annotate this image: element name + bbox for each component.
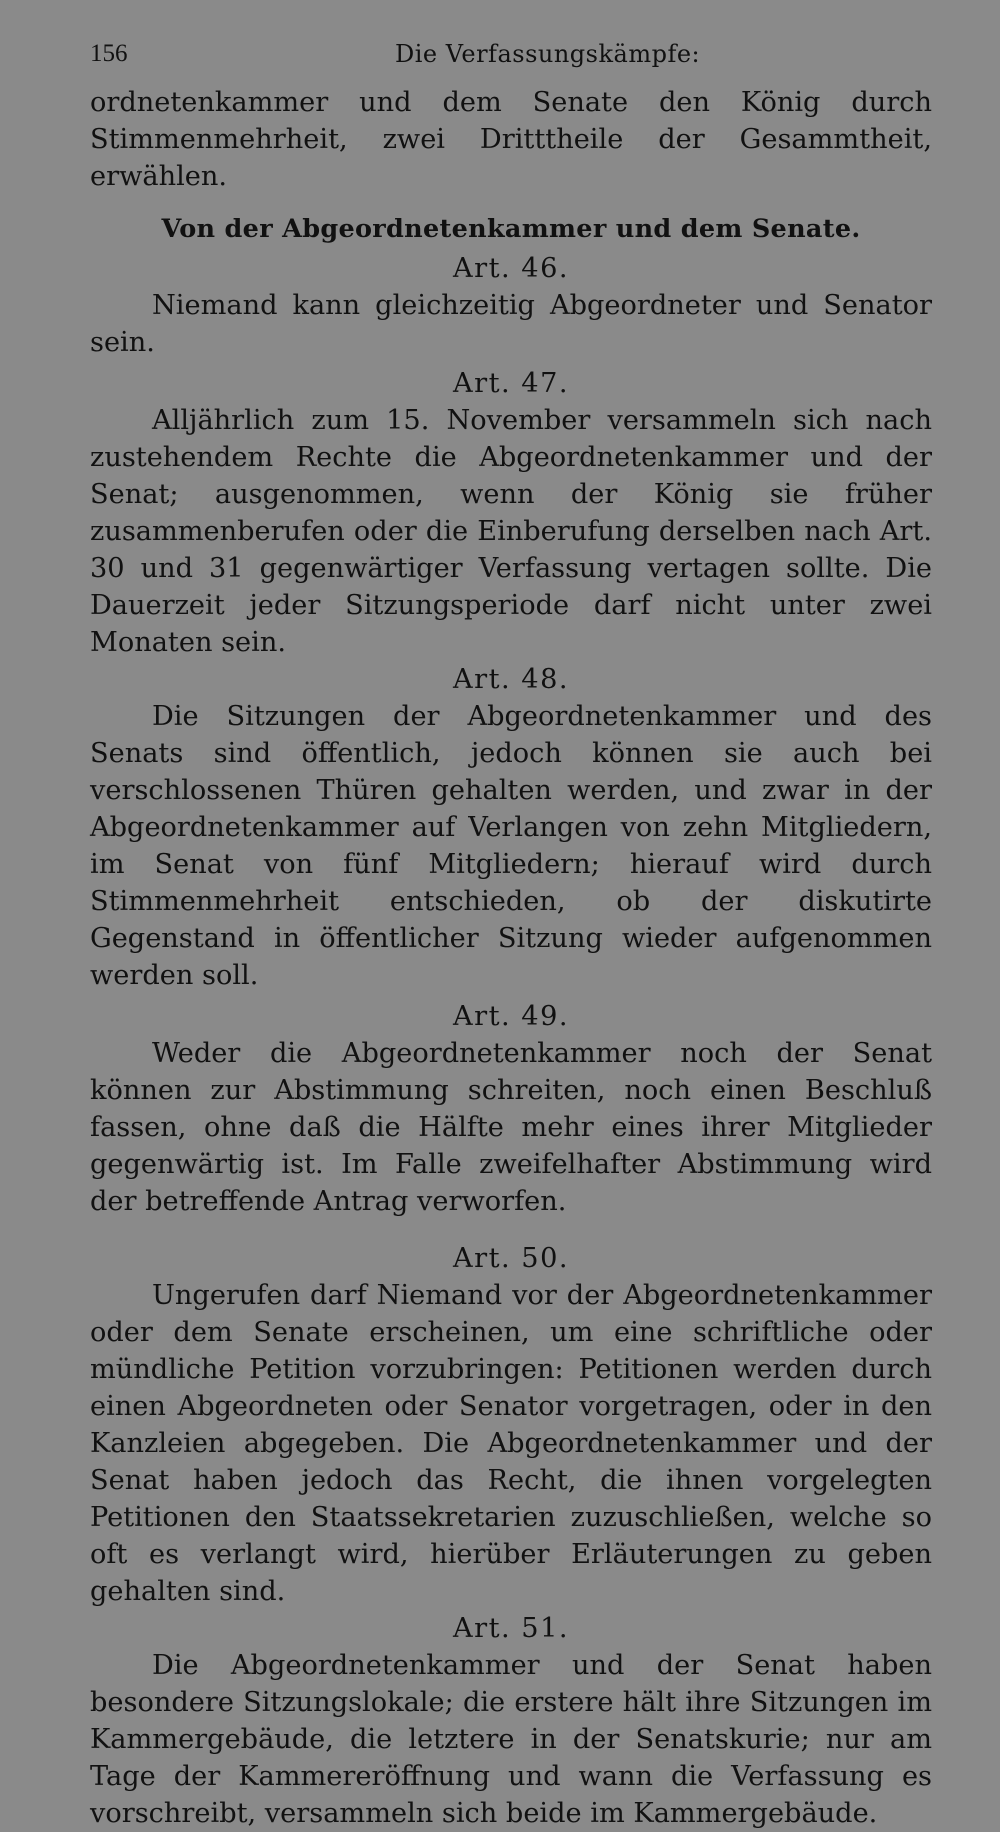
article-heading: Art. 48.: [452, 664, 570, 695]
article-51: [90, 1610, 932, 1832]
article-49: [90, 998, 932, 1220]
article-heading: Art. 51.: [452, 1613, 570, 1644]
page-header: [90, 40, 932, 84]
article-text: Alljährlich zum 15. November versammeln sich nach zustehendem Rechte die Abgeordnetenkammer und der Senat; ausgenommen, wenn der König sie früher zusammenberufen oder die Einberufung derselben nach Art. 30 und 31 gegenwärtiger Verfassung vertagen sollte. Die Dauerzeit jeder Sitzungsperiode darf nicht unter zwei Monaten sein.: [90, 405, 932, 658]
document-page: [90, 40, 932, 1832]
article-text: Niemand kann gleichzeitig Abgeordneter und Senator sein.: [90, 290, 932, 358]
article-heading: Art. 49.: [452, 1001, 570, 1032]
article-heading: Art. 50.: [452, 1243, 570, 1274]
article-heading: Art. 46.: [452, 253, 570, 284]
article-50: [90, 1240, 932, 1610]
article-46: [90, 250, 932, 361]
running-head: Die Verfassungskämpfe:: [395, 40, 701, 68]
article-text: Die Abgeordnetenkammer und der Senat haben besondere Sitzungslokale; die erstere hält ihre Sitzungen im Kammergebäude, die letztere in der Senatskurie; nur am Tage der Kammereröffnung und wann die Verfassung es vorschreibt, versammeln sich beide im Kammergebäude.: [90, 1650, 932, 1829]
section-title: Von der Abgeordnetenkammer und dem Senate.: [161, 214, 861, 244]
page-number: 156: [90, 40, 128, 67]
article-text: Weder die Abgeordnetenkammer noch der Senat können zur Abstimmung schreiten, noch einen Beschluß fassen, ohne daß die Hälfte mehr eines ihrer Mitglieder gegenwärtig ist. Im Falle zweifelhafter Abstimmung wird der betreffende Antrag verworfen.: [90, 1038, 932, 1217]
article-heading: Art. 47.: [452, 368, 570, 399]
article-47: [90, 365, 932, 661]
article-48: [90, 661, 932, 994]
article-text: Ungerufen darf Niemand vor der Abgeordnetenkammer oder dem Senate erscheinen, um eine schriftliche oder mündliche Petition vorzubringen: Petitionen werden durch einen Abgeordneten oder Senator vorgetragen, oder in den Kanzleien abgegeben. Die Abgeordnetenkammer und der Senat haben jedoch das Recht, die ihnen vorgelegten Petitionen den Staatssekretarien zuzuschließen, welche so oft es verlangt wird, hierüber Erläuterungen zu geben gehalten sind.: [90, 1280, 932, 1607]
continued-paragraph: ordnetenkammer und dem Senate den König durch Stimmenmehrheit, zwei Dritttheile der Gesammtheit, erwählen.: [90, 87, 932, 192]
article-text: Die Sitzungen der Abgeordnetenkammer und des Senats sind öffentlich, jedoch können sie auch bei verschlossenen Thüren gehalten werden, und zwar in der Abgeordnetenkammer auf Verlangen von zehn Mitgliedern, im Senat von fünf Mitgliedern; hierauf wird durch Stimmenmehrheit entschieden, ob der diskutirte Gegenstand in öffentlicher Sitzung wieder aufgenommen werden soll.: [90, 701, 932, 991]
